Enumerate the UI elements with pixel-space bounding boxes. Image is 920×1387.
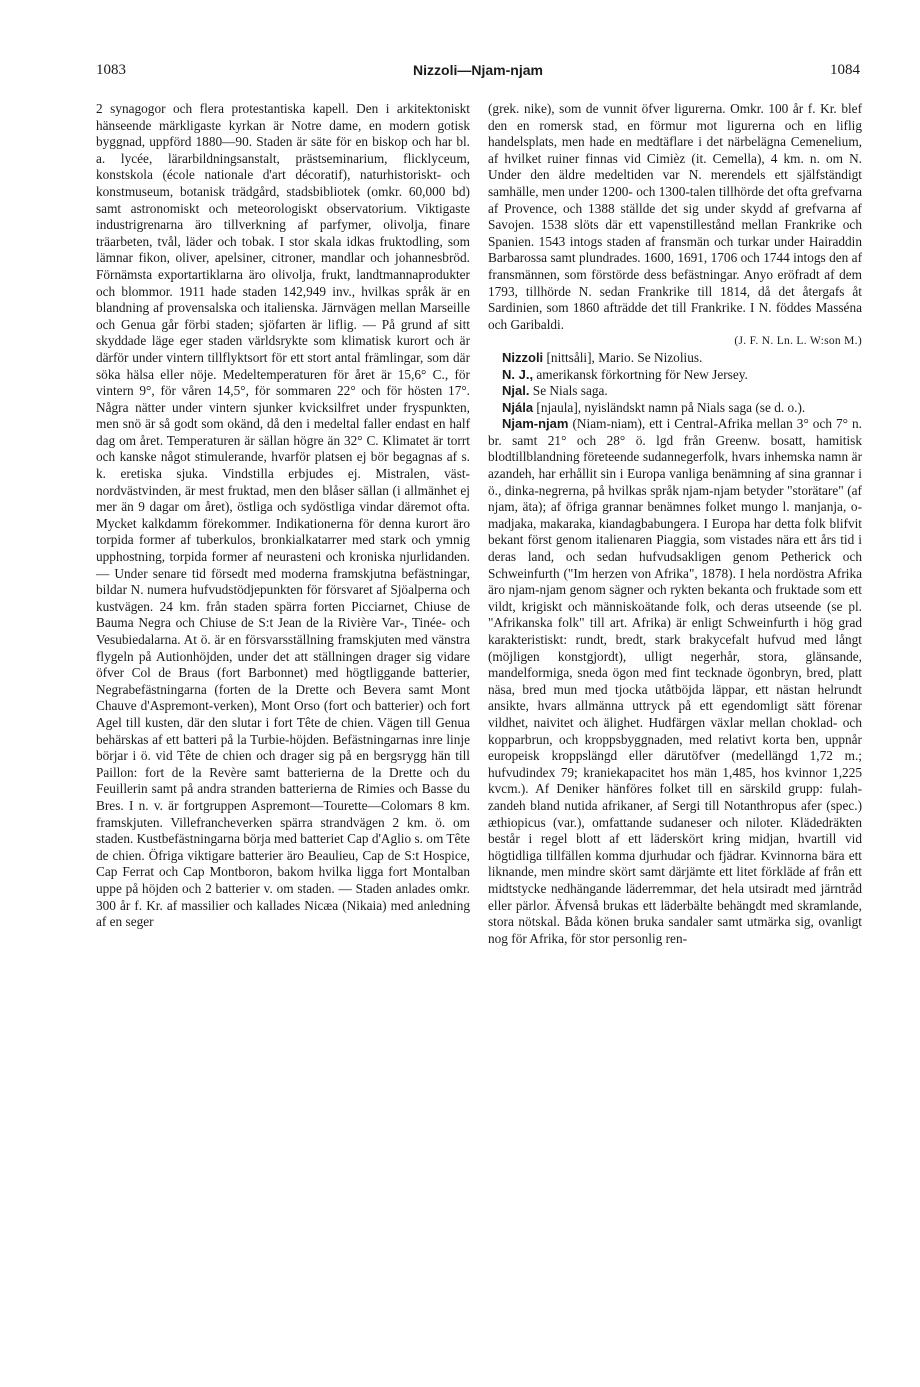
- page-header: [96, 62, 860, 84]
- running-title: Nizzoli—Njam-njam: [413, 62, 543, 78]
- entry-text: Se Nials saga.: [532, 383, 608, 399]
- entry-njala: [488, 400, 862, 417]
- entry-text: amerikansk förkortning för New Jersey.: [536, 366, 748, 382]
- entry-text: [nittsåli], Mario. Se Nizolius.: [546, 349, 703, 365]
- entry-text: [njaula], nyisländskt namn på Nials saga (se d. o.).: [536, 399, 806, 415]
- entry-nizzoli: [488, 350, 862, 367]
- headword: Njála: [502, 399, 534, 415]
- entry-nj: [488, 367, 862, 384]
- left-column-text: 2 synagogor och flera protestantiska kapell. Den i arkitektoniskt hänseende märkligaste kyrkan är Notre dame, en modern gotisk byggnad, uppförd 1880—90. Staden är säte för en biskop och har bl. a. lycée, lärarbildningsanstalt, prästseminarium, flicklyceum, konstskola (école nationale d'art décoratif), naturhistoriskt- och konstmuseum, botanisk trädgård, stadsbibliotek (omkr. 60,000 bd) samt astronomiskt och meteorologiskt observatorium. Viktigaste industrigrenarna äro tillverkning af parfymer, olivolja, finare träarbeten, tvål, läder och tobak. I stor skala idkas fruktodling, som lämnar fikon, oliver, apelsiner, citroner, mandlar och johannesbröd. Förnämsta exportartiklarna äro olivolja, frukt, landtmannaprodukter och blommor. 1911 hade staden 142,949 inv., hvilkas språk är en blandning af provensalska och italienska. Järnvägen mellan Marseille och Genua går förbi staden; sjöfarten är liflig. — På grund af sitt skyddade läge eger staden världsrykte som klimatisk kurort och är därför under vintern tillflyktsort för ett stort antal främlingar, som där söka hälsa eller nöje. Medeltemperaturen för året är 15,6° C., för vintern 9°, för våren 14,5°, för sommaren 22° och för hösten 17°. Några nätter under vintern sjunker kvicksilfret under fryspunkten, men snö är så godt som okänd, då den i medeltal faller endast en half dag om året. Temperaturen är sällan högre än 32° C. Klimatet är torrt och kanske något stimulerande, hvarför platsen ej bör begagnas af s. k. eretiska sjuka. Vindstilla erbjudes ej. Mistralen, väst-nordvästvinden, är mest fruktad, men den blåser sällan (i allmänhet ej mer än 9 dagar om året), östliga och sydöstliga vindar däremot ofta. Mycket kalkdamm förekommer. Indikationerna för denna kurort äro torpida former af tuberkulos, bronkialkatarrer med stark och ymnig upphostning, torpida former af neurasteni och kroniska njurlidanden. — Under senare tid försedt med moderna framskjutna befästningar, bildar N. numera hufvudstödjepunkten för försvaret af Sjöalperna och kustvägen. 24 km. från staden spärra forten Picciarnet, Chiuse de Bauma Negra och Chiuse de S:t Jean de la Rivière Var-, Tinée- och Vesubiedalarna. At ö. är en försvarsställning framskjuten med vänstra flygeln på Autionhöjden, under det att ställningen drager sig vidare öfver Col de Braus (fort Barbonnet) med högtliggande batterier, Negrabefästningarna (forten de la Drette och Bevera samt Mont Chauve d'Aspremont-verken), Mont Orso (fort och batterier) och fort Agel till kusten, där den slutar i fort Tête de chien. Vägen till Genua behärskas af ett batteri på la Turbie-höjden. Befästningarnas inre linje börjar i ö. vid Tête de chien och drager sig på en bergsrygg hän till Paillon: fort de la Revère samt batterierna de la Drette och du Feuillerin samt på andra stranden batterierna de Rimies och Basse du Bres. I n. v. är fortgruppen Aspremont—Tourette—Colomars 8 km. framskjuten. Villefrancheverken spärra strandvägen 2 km. ö. om staden. Kustbefästningarna börja med batteriet Cap d'Aglio s. om Tête de chien. Öfriga viktigare batterier äro Beaulieu, Cap de S:t Hospice, Cap Ferrat och Cap Montboron, bakom hvilka ligga fort Montalban uppe på höjden och 2 batterier v. om staden. — Staden anlades omkr. 300 år f. Kr. af massilier och kallades Nicæa (Nikaia) med anledning af en seger: [96, 101, 470, 930]
- entry-text: (Niam-niam), ett i Central-Afrika mellan 3° och 7° n. br. samt 21° och 28° ö. lgd från Greenw. bosatt, hamitisk blodtillblandning företeende sudannegerfolk, hvars inhemska namn är azandeh, har erhållit sin i Europa vanliga benämning af sina grannar i ö., dinka-negrerna, på hvilkas språk njam-njam betyder "storätare" (af njam, äta); af öfriga grannar benämnes folket mungo l. manjanja, o-madjaka, makaraka, kiandagbabungera. I Europa har detta folk blifvit bekant först genom italienaren Piaggia, som vistades nära ett års tid i deras land, och sedan hufvudsakligen genom Petherick och Schweinfurth ("Im herzen von Afrika", 1878). I hela nordöstra Afrika äro njam-njam genom sägner och rykten bekanta och fruktade som ett vildt, krigiskt och människoätande folk, och deras utseende (se pl. "Afrikanska folk" till art. Afrika) är enligt Schweinfurth i hög grad karakteristiskt: rundt, bredt, stark brakycefalt hufvud med långt (möjligen konstgjordt), ulligt negerhår, stora, glänsande, mandelformiga, sneda ögon med fint tecknade ögonbryn, bred, platt näsa, bred mun med tjocka utåtböjda läppar, ett nästan helrundt ansikte, hvars allmänna uttryck på ett egendomligt sätt förenar vildhet, naivitet och älighet. Hudfärgen växlar mellan choklad- och kopparbrun, och kroppsbyggnaden, med relativt korta ben, uppnår europeisk kroppslängd eller därutöfver (medellängd 1,72 m.; hufvudindex 79; kraniekapacitet hos män 1,485, hos kvinnor 1,225 kvcm.). Af Deniker hänföres folket till en särskild grupp: fulah-zandeh bland nutida afrikaner, af Sergi till Notanthropus afer (spec.) æthiopicus (var.), omfattande sudaneser och niloter. Klädedräkten består i regel blott af ett läderskört kring midjan, hvartill vid högtidliga tillfällen komma djurhudar och fjädrar. Kvinnorna bära ett liknande, men mindre skört samt därjämte ett litet förkläde af från ett midtstycke nedhängande läderremmar, det hela utsiradt med järntråd eller pärlor. Äfvenså brukas ett läderbälte behängdt med skramlande, stora nötskal. Båda könen bruka sandaler samt utmärka sig, ovanligt nog för Afrika, för stor personlig ren-: [488, 416, 862, 946]
- right-column: [488, 101, 862, 947]
- headword: N. J.,: [502, 366, 534, 382]
- nizza-continuation: (grek. nike), som de vunnit öfver ligurerna. Omkr. 100 år f. Kr. blef den en romersk stad, en förmur mot ligurerna och en liflig handelsplats, men hade en medtäflare i det närbelägna Cemenelium, af hvilket ruiner finnas vid Cimièz (it. Cemella), 4 km. n. om N. Under den äldre medeltiden var N. merendels ett själfständigt samhälle, men under 1200- och 1300-talen tillhörde det ofta grefvarna af Provence, och 1388 ställde det sig under skydd af grefvarna af Savojen. 1538 slöts där ett vapenstillestånd mellan Frankrike och Spanien. 1543 intogs staden af fransmän och turkar under Hairaddin Barbarossa samt plundrades. 1600, 1691, 1706 och 1744 intogs den af fransmännen, som förstörde dess befästningar. Anyo eröfradt af dem 1793, tillhörde N. sedan Frankrike till 1814, då det återgafs åt Sardinien, som 1860 afträdde det till Frankrike. I N. föddes Masséna och Garibaldi.: [488, 101, 862, 332]
- entry-njal: [488, 383, 862, 400]
- headword: Nizzoli: [502, 349, 544, 365]
- headword: Njam-njam: [502, 416, 569, 432]
- entry-njam-njam: [488, 416, 862, 947]
- left-column: [96, 101, 470, 931]
- headword: Njal.: [502, 383, 530, 399]
- page-number-left: 1083: [96, 62, 126, 78]
- page-number-right: 1084: [830, 62, 860, 78]
- author-signature: (J. F. N. Ln. L. W:son M.): [734, 335, 862, 348]
